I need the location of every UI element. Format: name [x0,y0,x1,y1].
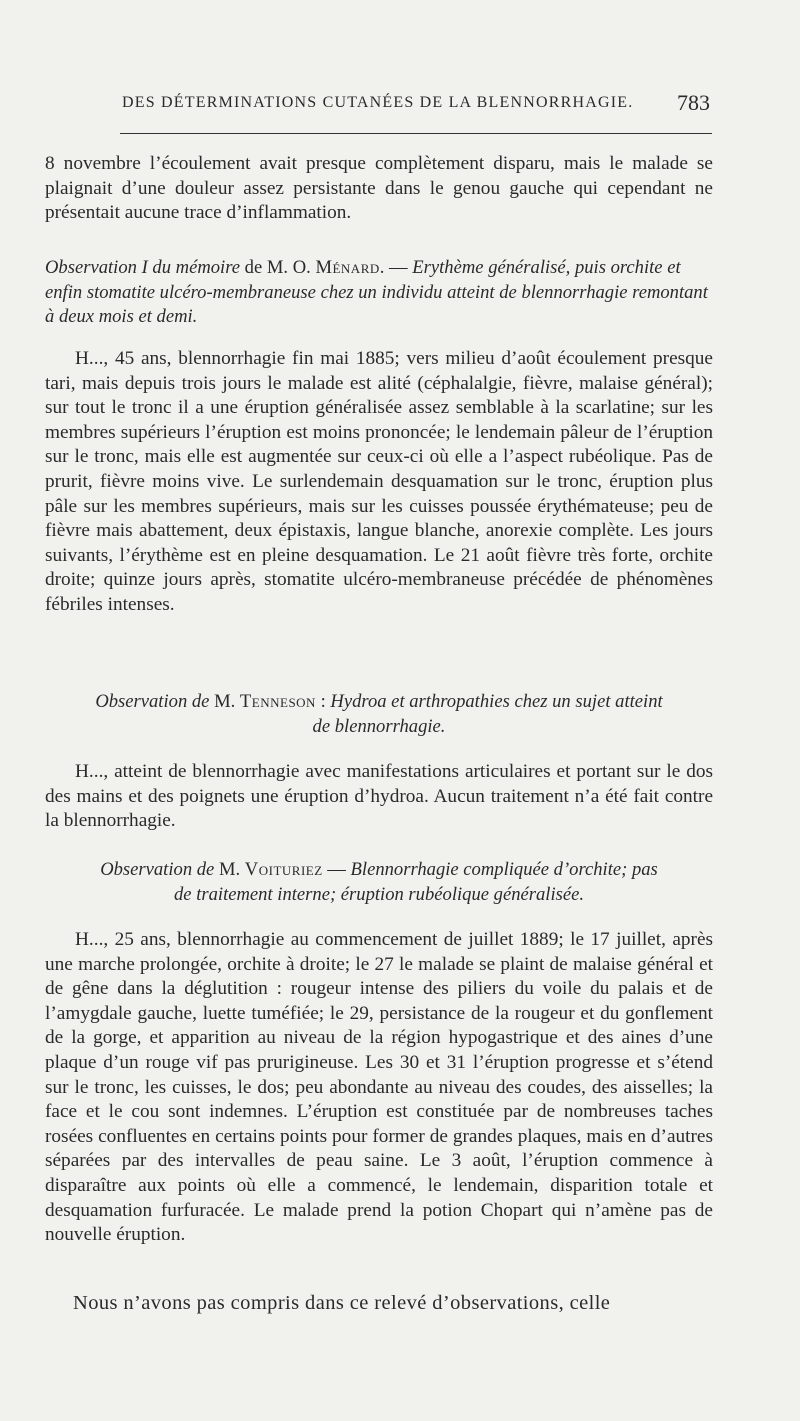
observation-title: Erythème généralisé, puis orchite et enfin stomatite ulcéro-membraneuse chez un individu atteint de blennorrhagie remontant à deux mois et demi. [45,257,708,327]
paragraph-case-voituriez: H..., 25 ans, blennorrhagie au commencement de juillet 1889; le 17 juillet, après une marche prolongée, orchite à droite; le 27 le malade se plaint de malaise général et de gêne dans la déglutition : rougeur intense des piliers du voile du palais et de l’amygdale gauche, luette tuméfiée; le 29, persistance de la rougeur et du gonflement de la gorge, et apparition au niveau de la région hypogastrique et des aines d’une plaque d’un rouge vif pas prurigineuse. Les 30 et 31 l’éruption progresse et s’étend sur le tronc, les cuisses, le dos; peu abondante au niveau des coudes, des aisselles; la face et le cou sont indemnes. L’éruption est constituée par de nombreuses taches rosées confluentes en certains points pour former de grandes plaques, mais en d’autres séparées par des intervalles de peau saine. Le 3 août, l’éruption commence à disparaître aux points où elle a commencé, le lendemain, disparition totale et desquamation furfuracée. Le malade prend la potion Chopart qui n’amène pas de nouvelle éruption. [45,929,713,1246]
observation-de: de M. O. [240,257,316,278]
observation-heading-voituriez [45,858,713,907]
observation-heading-line-1 [45,858,713,883]
observation-heading-tenneson [45,690,713,739]
paragraph-closing: Nous n’avons pas compris dans ce relevé d’observations, celle [73,1292,611,1314]
running-head [122,90,712,120]
page-number: 783 [677,90,710,115]
observation-m: M. [214,859,245,880]
observation-title-line-2: de traitement interne; éruption rubéolique généralisée. [174,883,584,905]
observation-author: Ménard [315,257,380,278]
observation-lead: Observation I du mémoire [45,257,241,278]
observation-title-line-1: Blennorrhagie compliquée d’orchite; pas [350,859,658,880]
observation-dash: . — [379,257,413,278]
observation-heading-line-1 [45,690,713,715]
observation-lead: Observation de [100,859,215,880]
observation-m: M. [209,691,240,712]
header-rule [120,133,712,134]
paragraph-case-menard: H..., 45 ans, blennorrhagie fin mai 1885; vers milieu d’août écoulement presque tari, mais depuis trois jours le malade est alité (céphalalgie, fièvre, malaise général); sur tout le tronc il a une éruption généralisée assez semblable à la scarlatine; sur les membres supérieurs l’éruption est moins prononcée; le lendemain pâleur de l’éruption sur le tronc, mais elle est augmentée sur ceux-ci où elle a l’aspect rubéolique. Pas de prurit, fièvre moins vive. Le surlendemain desquamation sur le tronc, éruption plus pâle sur les membres supérieurs, mais sur les cuisses poussée érythémateuse; peu de fièvre mais abattement, deux épistaxis, langue blanche, anorexie complète. Les jours suivants, l’érythème est en pleine desquamation. Le 21 août fièvre très forte, orchite droite; quinze jours après, stomatite ulcéro-membraneuse précédée de phénomènes fébriles intenses. [45,348,713,615]
observation-author: Voituriez [244,859,323,880]
observation-sep: : [315,691,331,712]
paragraph-continuation: 8 novembre l’écoulement avait presque complètement disparu, mais le malade se plaignait d’une douleur assez persistante dans le genou gauche qui cependant ne présentait aucune trace d’inflammation. [45,153,713,224]
observation-title-line-2: de blennorrhagie. [312,715,446,737]
observation-author: Tenneson [239,691,316,712]
observation-heading-menard [45,256,713,330]
observation-dash: — [322,859,351,880]
observation-title-line-1: Hydroa et arthropathies chez un sujet atteint [330,691,663,712]
paragraph-case-tenneson: H..., atteint de blennorrhagie avec manifestations articulaires et portant sur le dos des mains et des poignets une éruption d’hydroa. Aucun traitement n’a été fait contre la blennorrhagie. [45,761,713,832]
observation-lead: Observation de [95,691,210,712]
running-title: DES DÉTERMINATIONS CUTANÉES DE LA BLENNORRHAGIE. [122,94,634,111]
